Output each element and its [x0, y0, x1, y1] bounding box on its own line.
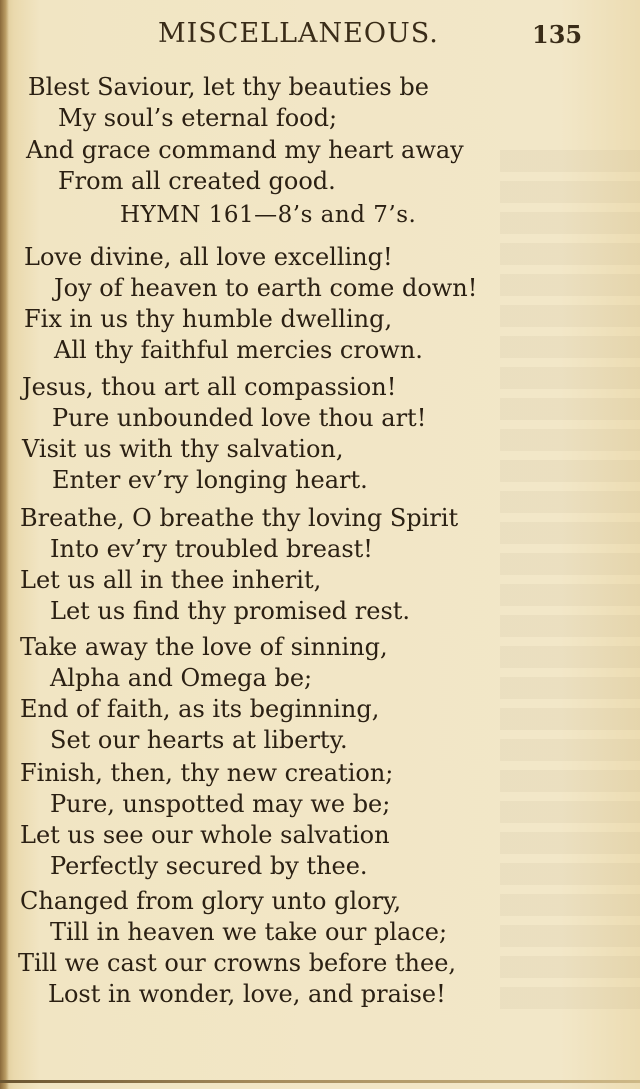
section-title: MISCELLANEOUS.: [158, 18, 439, 49]
verse-line: Fix in us thy humble dwelling,: [24, 305, 393, 333]
verse-line: Love divine, all love excelling!: [24, 243, 393, 271]
verse-line: Let us see our whole salvation: [20, 821, 390, 849]
verse-line: Pure unbounded love thou art!: [52, 404, 427, 432]
verse-line: Let us find thy promised rest.: [50, 597, 411, 625]
verse-line: Breathe, O breathe thy loving Spirit: [20, 504, 459, 532]
verse-line: Joy of heaven to earth come down!: [54, 274, 478, 302]
verse-line: Set our hearts at liberty.: [50, 726, 348, 754]
verse-line: All thy faithful mercies crown.: [54, 336, 423, 364]
verse-line: End of faith, as its beginning,: [20, 695, 380, 723]
verse-line: Jesus, thou art all compassion!: [22, 373, 397, 401]
verse-line: Enter ev’ry longing heart.: [52, 466, 368, 494]
book-spine-edge: [0, 0, 9, 1089]
running-header: [0, 16, 640, 56]
verse-line: Till we cast our crowns before thee,: [18, 949, 457, 977]
verse-line: Till in heaven we take our place;: [50, 918, 448, 946]
verse-line: Finish, then, thy new creation;: [20, 759, 394, 787]
verse-line: And grace command my heart away: [26, 136, 464, 164]
page-number: 135: [532, 20, 583, 49]
verse-line: Pure, unspotted may we be;: [50, 790, 391, 818]
page-bottom-edge: [0, 1080, 640, 1083]
verse-line: From all created good.: [58, 167, 336, 195]
verse-line: Into ev’ry troubled breast!: [50, 535, 373, 563]
hymn-heading: HYMN 161—8’s and 7’s.: [120, 202, 417, 228]
verse-line: Lost in wonder, love, and praise!: [48, 980, 446, 1008]
verse-line: Take away the love of sinning,: [20, 633, 388, 661]
verse-line: Changed from glory unto glory,: [20, 887, 402, 915]
verse-line: Perfectly secured by thee.: [50, 852, 368, 880]
verse-line: Visit us with thy salvation,: [22, 435, 344, 463]
verse-line: Let us all in thee inherit,: [20, 566, 322, 594]
verse-line: My soul’s eternal food;: [58, 104, 338, 132]
show-through-text: [500, 150, 640, 1010]
verse-line: Alpha and Omega be;: [50, 664, 313, 692]
verse-line: Blest Saviour, let thy beauties be: [28, 73, 429, 101]
